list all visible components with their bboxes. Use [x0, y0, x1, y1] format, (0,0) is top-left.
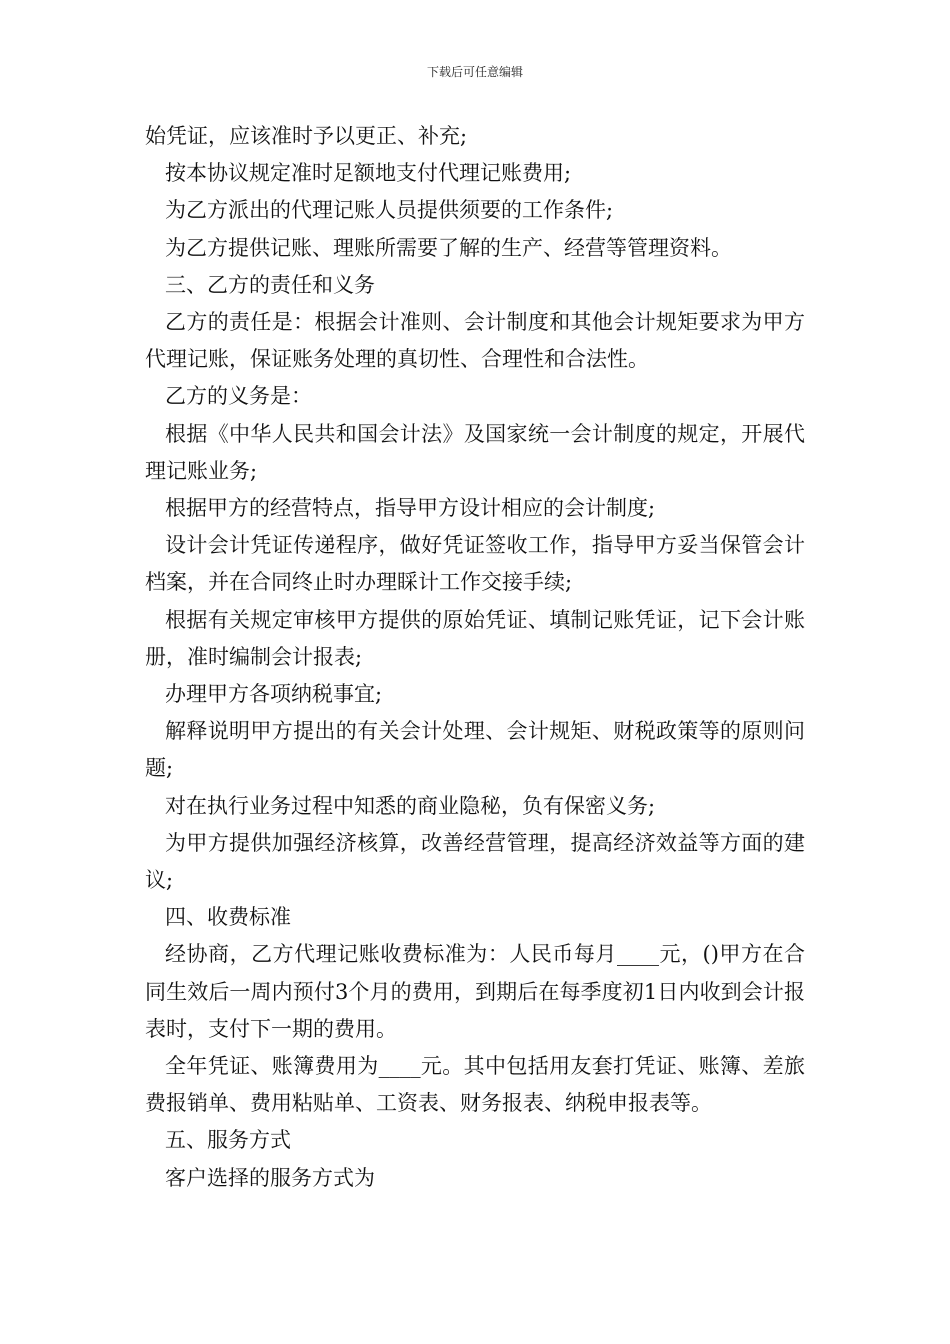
paragraph: 乙方的义务是：	[165, 384, 312, 409]
paragraph: 解释说明甲方提出的有关会计处理、会计规矩、财税政策等的原则问题;	[145, 719, 805, 781]
paragraph: 为乙方派出的代理记账人员提供须要的工作条件;	[165, 198, 614, 223]
paragraph: 经协商，乙方代理记账收费标准为：人民币每月____元，()甲方在合同生效后一周内预付3个月的费用，到期后在每季度初1日内收到会计报表时，支付下一期的费用。	[145, 942, 805, 1041]
paragraph: 为乙方提供记账、理账所需要了解的生产、经营等管理资料。	[165, 235, 732, 260]
page-header: 下载后可任意编辑	[426, 65, 523, 79]
paragraph: 对在执行业务过程中知悉的商业隐秘，负有保密义务;	[165, 793, 656, 818]
paragraph: 根据有关规定审核甲方提供的原始凭证、填制记账凭证，记下会计账册，准时编制会计报表;	[145, 607, 805, 669]
paragraph: 客户选择的服务方式为	[165, 1165, 375, 1190]
document-body	[145, 118, 805, 1197]
paragraph: 为甲方提供加强经济核算，改善经营管理，提高经济效益等方面的建议;	[145, 830, 805, 893]
paragraph: 按本协议规定准时足额地支付代理记账费用;	[165, 161, 572, 186]
paragraph: 设计会计凭证传递程序，做好凭证签收工作，指导甲方妥当保管会计档案，并在合同终止时办理睬计工作交接手续;	[145, 533, 805, 595]
section-heading: 五、服务方式	[165, 1128, 291, 1153]
paragraph: 根据《中华人民共和国会计法》及国家统一会计制度的规定，开展代理记账业务;	[145, 421, 805, 483]
paragraph: 根据甲方的经营特点，指导甲方设计相应的会计制度;	[165, 496, 656, 521]
paragraph: 始凭证，应该准时予以更正、补充;	[145, 124, 468, 148]
paragraph: 全年凭证、账簿费用为____元。其中包括用友套打凭证、账簿、差旅费报销单、费用粘贴单、工资表、财务报表、纳税申报表等。	[145, 1054, 805, 1116]
section-heading: 四、收费标准	[165, 905, 291, 930]
paragraph: 乙方的责任是：根据会计准则、会计制度和其他会计规矩要求为甲方代理记账，保证账务处理的真切性、合理性和合法性。	[145, 310, 805, 372]
paragraph: 办理甲方各项纳税事宜;	[165, 682, 383, 707]
section-heading: 三、乙方的责任和义务	[165, 272, 375, 297]
